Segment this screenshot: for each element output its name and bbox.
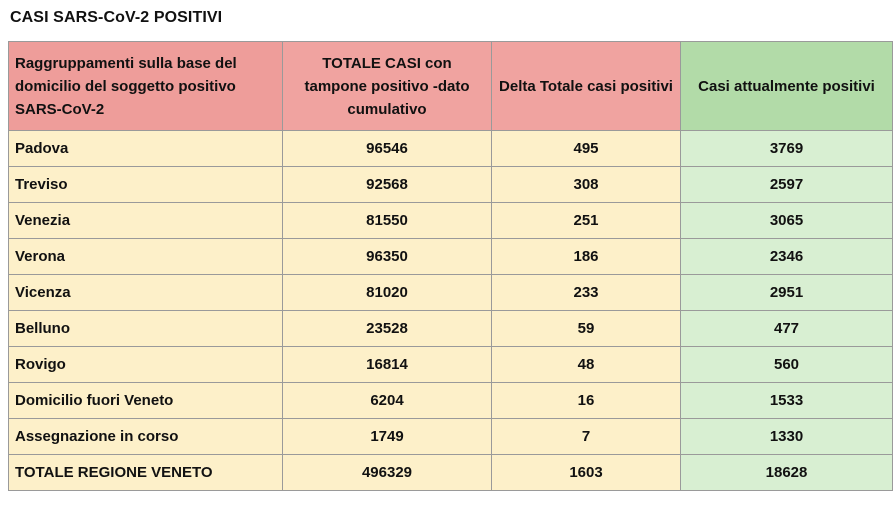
cell-delta-cases: 7 (492, 419, 681, 455)
cell-total-cases: 96350 (283, 239, 492, 275)
table-body (9, 131, 893, 491)
cell-total-cases: 1749 (283, 419, 492, 455)
cell-current-positive: 477 (681, 311, 893, 347)
cell-area: Vicenza (9, 275, 283, 311)
cell-current-positive: 1533 (681, 383, 893, 419)
header-current-positive: Casi attualmente positivi (681, 42, 893, 131)
cell-current-positive: 18628 (681, 455, 893, 491)
cell-total-cases: 16814 (283, 347, 492, 383)
table-header-row (9, 42, 893, 131)
cell-current-positive: 3065 (681, 203, 893, 239)
table-row (9, 239, 893, 275)
cell-area: Venezia (9, 203, 283, 239)
header-delta-cases: Delta Totale casi positivi (492, 42, 681, 131)
table-row (9, 455, 893, 491)
cell-area: TOTALE REGIONE VENETO (9, 455, 283, 491)
cell-current-positive: 3769 (681, 131, 893, 167)
table-row (9, 347, 893, 383)
cell-total-cases: 6204 (283, 383, 492, 419)
cell-delta-cases: 186 (492, 239, 681, 275)
cell-total-cases: 81550 (283, 203, 492, 239)
cell-delta-cases: 308 (492, 167, 681, 203)
cell-current-positive: 2597 (681, 167, 893, 203)
cell-current-positive: 560 (681, 347, 893, 383)
cell-delta-cases: 495 (492, 131, 681, 167)
table-row (9, 383, 893, 419)
table-row (9, 275, 893, 311)
cell-total-cases: 496329 (283, 455, 492, 491)
cell-total-cases: 81020 (283, 275, 492, 311)
cell-area: Padova (9, 131, 283, 167)
table-row (9, 167, 893, 203)
table-row (9, 311, 893, 347)
cell-delta-cases: 48 (492, 347, 681, 383)
cell-delta-cases: 16 (492, 383, 681, 419)
cell-area: Belluno (9, 311, 283, 347)
cases-table (8, 41, 893, 491)
cell-current-positive: 2951 (681, 275, 893, 311)
page-title: CASI SARS-CoV-2 POSITIVI (10, 9, 223, 26)
cell-delta-cases: 233 (492, 275, 681, 311)
cell-delta-cases: 1603 (492, 455, 681, 491)
cell-total-cases: 92568 (283, 167, 492, 203)
cell-total-cases: 96546 (283, 131, 492, 167)
table-row (9, 419, 893, 455)
cell-area: Treviso (9, 167, 283, 203)
cell-current-positive: 2346 (681, 239, 893, 275)
table-row (9, 203, 893, 239)
cell-area: Rovigo (9, 347, 283, 383)
table-row (9, 131, 893, 167)
cell-delta-cases: 251 (492, 203, 681, 239)
cell-current-positive: 1330 (681, 419, 893, 455)
cell-area: Assegnazione in corso (9, 419, 283, 455)
header-total-cases: TOTALE CASI con tampone positivo -dato cumulativo (283, 42, 492, 131)
cell-area: Verona (9, 239, 283, 275)
header-grouping: Raggruppamenti sulla base del domicilio del soggetto positivo SARS-CoV-2 (9, 42, 283, 131)
cell-area: Domicilio fuori Veneto (9, 383, 283, 419)
cell-total-cases: 23528 (283, 311, 492, 347)
cell-delta-cases: 59 (492, 311, 681, 347)
